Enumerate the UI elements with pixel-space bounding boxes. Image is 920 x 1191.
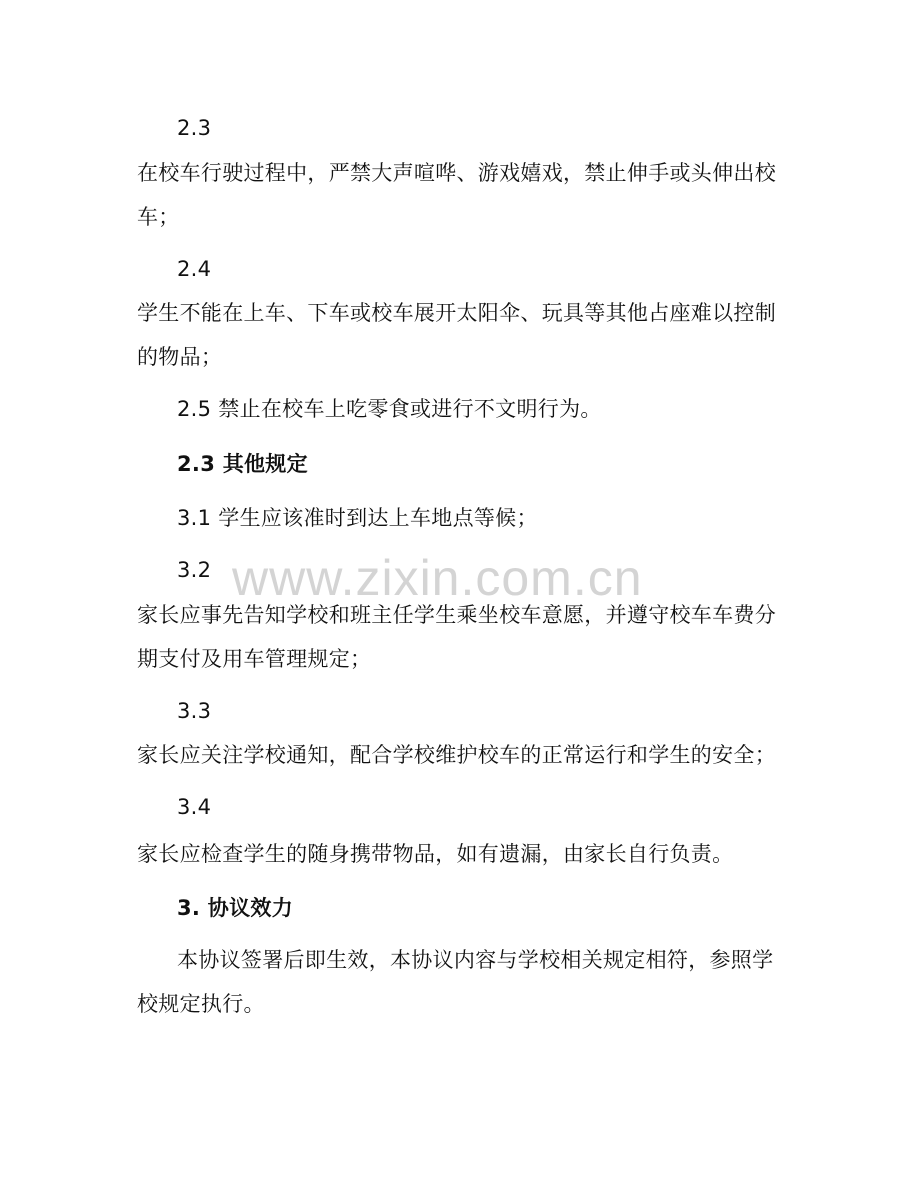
clause-3-2-text: 家长应事先告知学校和班主任学生乘坐校车意愿，并遵守校车车费分 — [137, 603, 776, 627]
clause-3-4-text: 家长应检查学生的随身携带物品，如有遗漏，由家长自行负责。 — [137, 842, 734, 866]
clause-2-3-text: 在校车行驶过程中，严禁大声喧哗、游戏嬉戏，禁止伸手或头伸出校 — [137, 161, 776, 185]
validity-text: 本协议签署后即生效，本协议内容与学校相关规定相符，参照学 — [177, 948, 774, 972]
clause-2-4-number: 2.4 — [177, 257, 212, 281]
clause-2-3-text-cont: 车； — [137, 205, 180, 229]
clause-3-3-text: 家长应关注学校通知，配合学校维护校车的正常运行和学生的安全； — [137, 743, 776, 767]
clause-2-5: 2.5 禁止在校车上吃零食或进行不文明行为。 — [177, 397, 602, 421]
clause-3-1: 3.1 学生应该准时到达上车地点等候； — [177, 506, 538, 530]
watermark-text: www.zixin.com.cn — [232, 550, 643, 606]
section-heading-agreement-validity: 3. 协议效力 — [177, 896, 293, 920]
clause-2-3-number: 2.3 — [177, 116, 212, 140]
section-heading-other-rules: 2.3 其他规定 — [177, 452, 308, 476]
clause-2-4-text: 学生不能在上车、下车或校车展开太阳伞、玩具等其他占座难以控制 — [137, 301, 776, 325]
clause-3-4-number: 3.4 — [177, 795, 212, 819]
clause-2-4-text-cont: 的物品； — [137, 345, 223, 369]
clause-3-3-number: 3.3 — [177, 699, 212, 723]
clause-3-2-number: 3.2 — [177, 558, 212, 582]
validity-text-cont: 校规定执行。 — [137, 992, 265, 1016]
clause-3-2-text-cont: 期支付及用车管理规定； — [137, 647, 372, 671]
